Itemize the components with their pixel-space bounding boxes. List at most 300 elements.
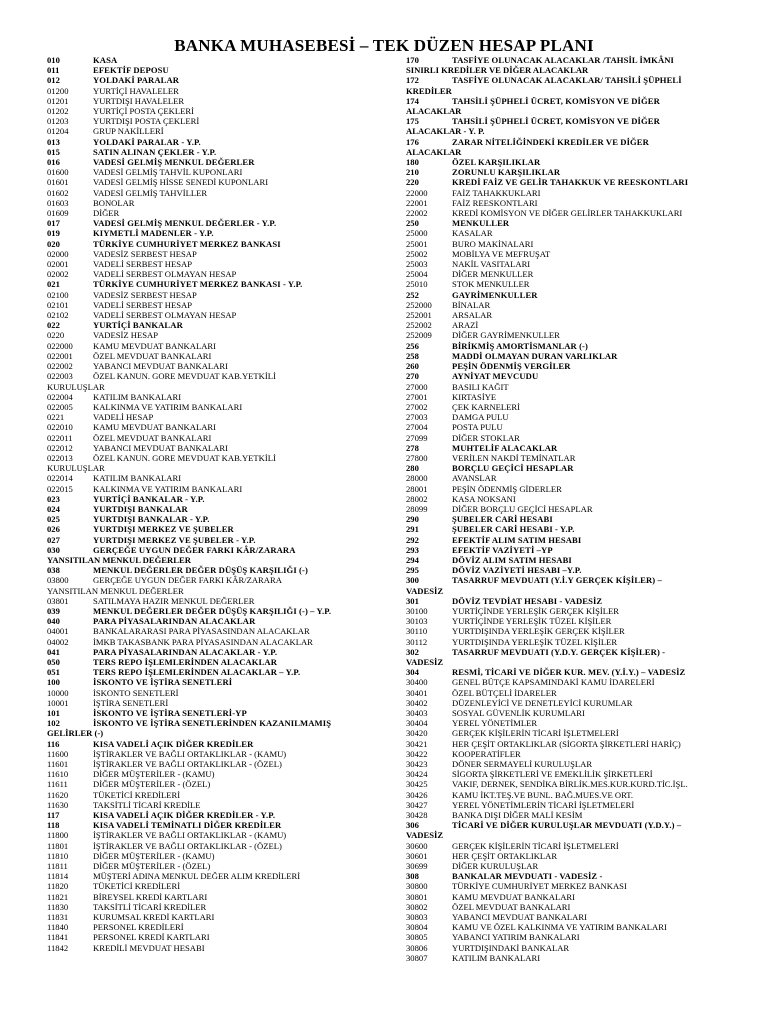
- account-row: [47, 126, 383, 136]
- account-row: [406, 637, 741, 647]
- account-row: [47, 759, 383, 769]
- account-code: 302: [406, 646, 419, 657]
- account-name: YEREL YÖNETİMLERİN TİCARİ İŞLETMELERİ: [452, 799, 635, 810]
- account-row: [47, 320, 383, 330]
- account-code: 022: [47, 320, 60, 331]
- account-row: [406, 494, 741, 504]
- account-code: 258: [406, 350, 419, 361]
- account-code: 024: [47, 503, 60, 514]
- account-name: KISA VADELİ AÇIK DİĞER KREDİLER - Y.P.: [93, 810, 276, 821]
- account-code: 30805: [406, 932, 428, 943]
- account-name: KATILIM BANKALARI: [452, 952, 541, 963]
- account-code: 022001: [47, 350, 73, 361]
- account-row: [47, 769, 383, 779]
- account-row: [47, 749, 383, 759]
- account-name: VADESİ GELMİŞ MENKUL DEĞERLER - Y.P.: [93, 218, 277, 229]
- account-name: DÖNER SERMAYELİ KURULUŞLAR: [452, 759, 593, 770]
- account-code: 27800: [406, 452, 428, 463]
- account-name: YURTDIŞINDA YERLEŞİK GERÇEK KİŞİLER: [452, 626, 625, 637]
- account-row: [47, 810, 383, 820]
- account-row: [406, 545, 741, 555]
- account-row: [47, 667, 383, 677]
- account-code: 022010: [47, 422, 73, 433]
- account-code: 30103: [406, 616, 428, 627]
- account-name: DİĞER BORÇLU GEÇİCİ HESAPLAR: [452, 503, 593, 514]
- account-row: [47, 606, 383, 616]
- account-row: [47, 545, 383, 565]
- account-code: 11831: [47, 912, 69, 923]
- account-row: [406, 749, 741, 759]
- account-row: [406, 524, 741, 534]
- account-code: 010: [47, 55, 60, 65]
- account-code: 022011: [47, 432, 73, 443]
- account-name: ŞUBELER CARİ HESABI: [452, 514, 553, 525]
- account-code: 04002: [47, 636, 69, 647]
- account-code: 176: [406, 136, 419, 147]
- account-code: 022013: [47, 452, 73, 463]
- account-code: 012: [47, 75, 60, 86]
- account-code: 25004: [406, 269, 428, 280]
- account-name: SATIN ALINAN ÇEKLER - Y.P.: [93, 146, 217, 157]
- account-row: [47, 402, 383, 412]
- account-code: 020: [47, 238, 60, 249]
- account-row: [47, 647, 383, 657]
- account-code: 30422: [406, 748, 428, 759]
- account-name: KAMU MEVDUAT BANKALARI: [452, 891, 576, 902]
- account-code: 11600: [47, 748, 69, 759]
- account-name: VADELİ SERBEST HESAP: [93, 299, 193, 310]
- account-name-continued: YANSITILAN MENKUL DEĞERLER: [47, 585, 184, 596]
- account-row: [406, 555, 741, 565]
- account-name: GENEL BÜTÇE KAPSAMINDAKİ KAMU İDARELERİ: [452, 677, 655, 688]
- account-row: [47, 300, 383, 310]
- account-row: [47, 708, 383, 718]
- account-name: YOLDAKİ PARALAR: [93, 75, 180, 86]
- account-code: 30402: [406, 697, 428, 708]
- account-row: [47, 677, 383, 687]
- account-name: PERSONEL KREDİLERİ: [93, 922, 184, 933]
- account-code: 102: [47, 718, 60, 729]
- account-name: DİĞER STOKLAR: [452, 432, 520, 443]
- account-code: 016: [47, 157, 60, 168]
- account-name: VADELİ SERBEST OLMAYAN HESAP: [93, 310, 237, 321]
- account-row: [47, 800, 383, 810]
- account-name: GAYRİMENKULLER: [452, 289, 538, 300]
- account-code: 30401: [406, 687, 428, 698]
- account-code: 013: [47, 136, 60, 147]
- account-row: [47, 504, 383, 514]
- account-name: EFEKTİF DEPOSU: [93, 65, 169, 76]
- account-name: PARA PİYASALARINDAN ALACAKLAR: [93, 616, 256, 627]
- account-name: FAİZ TAHAKKUKLARI: [452, 187, 541, 198]
- account-name: YURTDIŞINDAKİ BANKALAR: [452, 942, 570, 953]
- account-name: BORÇLU GEÇİCİ HESAPLAR: [452, 463, 574, 474]
- account-code: 30403: [406, 708, 428, 718]
- account-code: 260: [406, 361, 419, 372]
- account-code: 02102: [47, 310, 69, 321]
- account-row: [406, 810, 741, 820]
- account-code: 172: [406, 75, 419, 86]
- account-code: 017: [47, 218, 60, 229]
- account-name-continued: KURULUŞLAR: [47, 463, 105, 474]
- account-row: [406, 137, 741, 157]
- account-code: 28001: [406, 483, 428, 494]
- account-row: [406, 626, 741, 636]
- account-name: KASA: [93, 55, 118, 65]
- account-row: [406, 779, 741, 789]
- account-name: DİĞER MENKULLER: [452, 269, 534, 280]
- account-name: KIYMETLİ MADENLER - Y.P.: [93, 228, 214, 239]
- account-row: [47, 473, 383, 483]
- account-name: YURTDIŞINDA YERLEŞİK TÜZEL KİŞİLER: [452, 636, 618, 647]
- account-row: [47, 820, 383, 830]
- account-name: DÜZENLEYİCİ VE DENETLEYİCİ KURUMLAR: [452, 697, 633, 708]
- account-row: [406, 310, 741, 320]
- account-name: YABANCI MEVDUAT BANKALARI: [93, 442, 228, 453]
- account-row: [47, 361, 383, 371]
- account-code: 292: [406, 534, 419, 545]
- account-code: 25001: [406, 238, 428, 249]
- account-name: İMKB TAKASBANK PARA PİYASASINDAN ALACAKLAR: [93, 636, 313, 647]
- account-code: 11801: [47, 840, 69, 851]
- account-name: VADESİ GELMİŞ HİSSE SENEDİ KUPONLARI: [93, 177, 269, 188]
- account-row: [406, 402, 741, 412]
- account-row: [47, 892, 383, 902]
- account-name: TASFİYE OLUNACAK ALACAKLAR/ TAHSİLİ ŞÜPHELİ: [452, 75, 682, 86]
- account-row: [406, 351, 741, 361]
- account-name: TERS REPO İŞLEMLERİNDEN ALACAKLAR – Y.P.: [93, 667, 301, 678]
- account-code: 01603: [47, 197, 69, 208]
- account-name-continued: ALACAKLAR: [406, 146, 462, 157]
- account-name: DİĞER GAYRİMENKULLER: [452, 330, 560, 341]
- account-name: ÖZEL KARŞILIKLAR: [452, 157, 541, 168]
- account-code: 252: [406, 289, 419, 300]
- account-row: [406, 463, 741, 473]
- account-row: [47, 575, 383, 595]
- account-code: 026: [47, 524, 60, 535]
- account-row: [406, 341, 741, 351]
- account-code: 174: [406, 95, 419, 106]
- account-code: 25003: [406, 259, 428, 270]
- account-code: 25000: [406, 228, 428, 239]
- account-code: 022003: [47, 371, 73, 382]
- account-code: 011: [47, 65, 60, 76]
- account-row: [406, 565, 741, 575]
- account-name: TERS REPO İŞLEMLERİNDEN ALACAKLAR: [93, 656, 278, 667]
- account-row: [406, 443, 741, 453]
- account-row: [47, 96, 383, 106]
- account-row: [406, 382, 741, 392]
- account-code: 10000: [47, 687, 69, 698]
- account-row: [406, 433, 741, 443]
- account-row: [47, 596, 383, 606]
- account-code: 01202: [47, 106, 69, 117]
- account-code: 051: [47, 667, 60, 678]
- account-name: TAKSİTLİ TİCARİ KREDİLER: [93, 901, 207, 912]
- account-name: GERÇEK KİŞİLERİN TİCARİ İŞLETMELERİ: [452, 728, 619, 739]
- account-name: KIRTASİYE: [452, 391, 497, 402]
- account-row: [47, 422, 383, 432]
- account-code: 291: [406, 524, 419, 535]
- account-row: [406, 647, 741, 667]
- account-list-right: [406, 55, 741, 963]
- account-code: 30800: [406, 881, 428, 892]
- account-row: [406, 902, 741, 912]
- account-row: [406, 208, 741, 218]
- account-row: [47, 330, 383, 340]
- account-row: [406, 228, 741, 238]
- account-row: [47, 943, 383, 953]
- account-code: 252001: [406, 310, 432, 321]
- account-row: [47, 433, 383, 443]
- account-code: 30400: [406, 677, 428, 688]
- account-name: SOSYAL GÜVENLİK KURUMLARI: [452, 708, 585, 718]
- account-code: 252002: [406, 320, 432, 331]
- account-name: YURTDIŞI HAVALELER: [93, 95, 185, 106]
- account-name: BANKA DIŞI DİĞER MALİ KESİM: [452, 810, 583, 821]
- account-name: YABANCI YATIRIM BANKALARI: [452, 932, 580, 943]
- account-row: [47, 116, 383, 126]
- account-row: [47, 453, 383, 473]
- account-name: TAHSİLİ ŞÜPHELİ ÜCRET, KOMİSYON VE DİĞER: [452, 116, 660, 127]
- account-name: ZARAR NİTELİĞİNDEKİ KREDİLER VE DİĞER: [452, 136, 649, 147]
- account-row: [406, 55, 741, 75]
- account-row: [47, 779, 383, 789]
- account-name: KATILIM BANKALARI: [93, 391, 182, 402]
- account-name: YURTİÇİNDE YERLEŞİK TÜZEL KİŞİLER: [452, 616, 612, 627]
- account-row: [406, 718, 741, 728]
- account-code: 30424: [406, 769, 428, 780]
- account-row: [406, 769, 741, 779]
- account-name: MOBİLYA VE MEFRUŞAT: [452, 248, 551, 259]
- account-row: [406, 922, 741, 932]
- account-code: 039: [47, 605, 60, 616]
- account-row: [47, 392, 383, 402]
- account-name: AVANSLAR: [452, 473, 497, 484]
- account-row: [406, 575, 741, 595]
- account-name: YURTDIŞI BANKALAR: [93, 503, 188, 514]
- account-code: 01602: [47, 187, 69, 198]
- account-row: [47, 228, 383, 238]
- account-code: 278: [406, 442, 419, 453]
- account-name: TİCARİ VE DİĞER KURULUŞLAR MEVDUATI (Y.D.Y.) –: [452, 820, 682, 831]
- account-row: [406, 606, 741, 616]
- account-code: 01203: [47, 116, 69, 127]
- account-name: TAHSİLİ ŞÜPHELİ ÜCRET, KOMİSYON VE DİĞER: [452, 95, 660, 106]
- account-name: ÖZEL KANUN. GORE MEVDUAT KAB.YETKİLİ: [93, 371, 276, 382]
- account-name: DİĞER MÜŞTERİLER - (KAMU): [93, 850, 215, 861]
- account-row: [47, 412, 383, 422]
- account-name: ÖZEL MEVDUAT BANKALARI: [452, 901, 571, 912]
- account-row: [406, 96, 741, 116]
- account-name-continued: ALACAKLAR: [406, 106, 462, 117]
- account-code: 100: [47, 677, 60, 688]
- account-name: YURTİÇİ BANKALAR - Y.P.: [93, 493, 205, 504]
- account-row: [406, 851, 741, 861]
- account-code: 02000: [47, 248, 69, 259]
- account-name: KREDİ KOMİSYON VE DİĞER GELİRLER TAHAKKUKLARI: [452, 208, 683, 219]
- account-name: SİGORTA ŞİRKETLERİ VE EMEKLİLİK ŞİRKETLERİ: [452, 769, 653, 780]
- account-name: VADESİZ SERBEST HESAP: [93, 289, 197, 300]
- account-code: 28002: [406, 493, 428, 504]
- account-row: [47, 688, 383, 698]
- account-row: [47, 157, 383, 167]
- account-row: [406, 677, 741, 687]
- account-row: [47, 341, 383, 351]
- account-code: 11800: [47, 830, 69, 841]
- account-name: İSKONTO VE İŞTİRA SENETLERİNDEN KAZANILMAMIŞ: [93, 718, 332, 729]
- account-name: RESMİ, TİCARİ VE DİĞER KUR. MEV. (Y.İ.Y.) – VADESİZ: [452, 667, 686, 678]
- account-code: 170: [406, 55, 419, 65]
- account-name-continued: KREDİLER: [406, 85, 452, 96]
- account-code: 27003: [406, 412, 428, 423]
- account-name: FAİZ REESKONTLARI: [452, 197, 538, 208]
- account-row: [406, 912, 741, 922]
- account-code: 27099: [406, 432, 428, 443]
- account-code: 101: [47, 708, 60, 718]
- account-row: [406, 841, 741, 851]
- account-row: [406, 892, 741, 902]
- account-code: 022005: [47, 401, 73, 412]
- account-code: 301: [406, 595, 419, 606]
- account-row: [406, 269, 741, 279]
- account-name: GRUP NAKİLLERİ: [93, 126, 164, 137]
- account-name: TÜRKİYE CUMHURİYET MERKEZ BANKASI - Y.P.: [93, 279, 303, 290]
- account-code: 0221: [47, 412, 65, 423]
- account-code: 30421: [406, 738, 428, 749]
- account-row: [47, 279, 383, 289]
- account-row: [406, 504, 741, 514]
- account-row: [406, 392, 741, 402]
- account-code: 294: [406, 554, 419, 565]
- account-row: [47, 881, 383, 891]
- account-name: İŞTİRA SENETLERİ: [93, 697, 169, 708]
- account-code: 304: [406, 667, 419, 678]
- account-name: VADESİ GELMİŞ MENKUL DEĞERLER: [93, 157, 255, 168]
- account-name: TÜRKİYE CUMHURİYET MERKEZ BANKASI: [93, 238, 281, 249]
- account-code: 30110: [406, 626, 428, 637]
- account-name-continued: VADESİZ: [406, 656, 444, 667]
- account-row: [406, 616, 741, 626]
- account-name: VADESİ GELMİŞ TAHVİLLER: [93, 187, 208, 198]
- account-code: 022014: [47, 473, 73, 484]
- account-row: [406, 881, 741, 891]
- account-name: BİNALAR: [452, 299, 491, 310]
- account-code: 041: [47, 646, 60, 657]
- account-name: STOK MENKULLER: [452, 279, 530, 290]
- account-code: 295: [406, 565, 419, 576]
- account-code: 252000: [406, 299, 432, 310]
- account-name: YEREL YÖNETİMLER: [452, 718, 538, 729]
- account-row: [406, 535, 741, 545]
- account-code: 11620: [47, 789, 69, 800]
- account-code: 10001: [47, 697, 69, 708]
- account-row: [47, 86, 383, 96]
- account-code: 250: [406, 218, 419, 229]
- account-code: 01601: [47, 177, 69, 188]
- account-name: KAMU İKT.TEŞ.VE BUNL. BAĞ.MUES.VE ORT.: [452, 789, 634, 800]
- account-name: DİĞER MÜŞTERİLER - (ÖZEL): [93, 779, 211, 790]
- account-name: KAMU VE ÖZEL KALKINMA VE YATIRIM BANKALARI: [452, 922, 667, 933]
- account-code: 27000: [406, 381, 428, 392]
- account-row: [406, 371, 741, 381]
- account-name: YABANCI MEVDUAT BANKALARI: [93, 361, 228, 372]
- account-row: [406, 453, 741, 463]
- account-name: TÜKETİCİ KREDİLERİ: [93, 789, 181, 800]
- account-row: [47, 616, 383, 626]
- account-row: [406, 739, 741, 749]
- account-row: [406, 361, 741, 371]
- account-code: 25002: [406, 248, 428, 259]
- account-name: TASARRUF MEVDUATI (Y.İ.Y GERÇEK KİŞİLER) –: [452, 575, 662, 586]
- account-row: [47, 249, 383, 259]
- account-code: 30423: [406, 759, 428, 770]
- account-row: [47, 239, 383, 249]
- account-name: YURTİÇİNDE YERLEŞİK GERÇEK KİŞİLER: [452, 605, 619, 616]
- account-name: BİREYSEL KREDİ KARTLARI: [93, 891, 208, 902]
- account-name: GERÇEK KİŞİLERİN TİCARİ İŞLETMELERİ: [452, 840, 619, 851]
- account-code: 27004: [406, 422, 428, 433]
- account-row: [47, 65, 383, 75]
- account-row: [406, 422, 741, 432]
- account-row: [47, 657, 383, 667]
- account-name: YURTİÇİ HAVALELER: [93, 85, 179, 96]
- account-code: 023: [47, 493, 60, 504]
- account-name: VADESİ GELMİŞ TAHVİL KUPONLARI: [93, 167, 243, 178]
- account-code: 01201: [47, 95, 69, 106]
- account-row: [47, 861, 383, 871]
- account-code: 01609: [47, 208, 69, 219]
- account-name: İSKONTO VE İŞTİRA SENETLERİ-YP: [93, 708, 247, 718]
- account-name: YURTDIŞI POSTA ÇEKLERİ: [93, 116, 200, 127]
- account-name: ARSALAR: [452, 310, 493, 321]
- account-name: KURUMSAL KREDİ KARTLARI: [93, 912, 215, 923]
- account-code: 256: [406, 340, 419, 351]
- account-name-continued: YANSITILAN MENKUL DEĞERLER: [47, 554, 191, 565]
- account-name: KAMU MEVDUAT BANKALARI: [93, 422, 217, 433]
- account-code: 11841: [47, 932, 69, 943]
- account-row: [47, 351, 383, 361]
- account-code: 28000: [406, 473, 428, 484]
- account-name-continued: ALACAKLAR - Y. P.: [406, 126, 485, 137]
- account-name: KASA NOKSANI: [452, 493, 516, 504]
- account-code: 30802: [406, 901, 428, 912]
- account-name: MENKULLER: [452, 218, 510, 229]
- account-code: 11601: [47, 759, 69, 770]
- account-row: [406, 75, 741, 95]
- account-name: GERÇEĞE UYGUN DEĞER FARKI KÂR/ZARARA: [93, 544, 296, 555]
- account-code: 02001: [47, 259, 69, 270]
- account-code: 252009: [406, 330, 432, 341]
- account-name: BURO MAKİNALARI: [452, 238, 534, 249]
- account-name: YURTİÇİ BANKALAR: [93, 320, 183, 331]
- account-code: 30600: [406, 840, 428, 851]
- account-code: 11630: [47, 799, 69, 810]
- account-code: 038: [47, 565, 60, 576]
- account-row: [47, 902, 383, 912]
- account-name: DAMGA PULU: [452, 412, 509, 423]
- account-row: [47, 922, 383, 932]
- account-name: BASILI KAĞIT: [452, 381, 509, 392]
- account-name: İSKONTO SENETLERİ: [93, 687, 179, 698]
- account-row: [406, 667, 741, 677]
- account-code: 116: [47, 738, 60, 749]
- account-row: [47, 718, 383, 738]
- account-code: 30601: [406, 850, 428, 861]
- account-row: [406, 290, 741, 300]
- account-code: 30427: [406, 799, 428, 810]
- account-row: [406, 728, 741, 738]
